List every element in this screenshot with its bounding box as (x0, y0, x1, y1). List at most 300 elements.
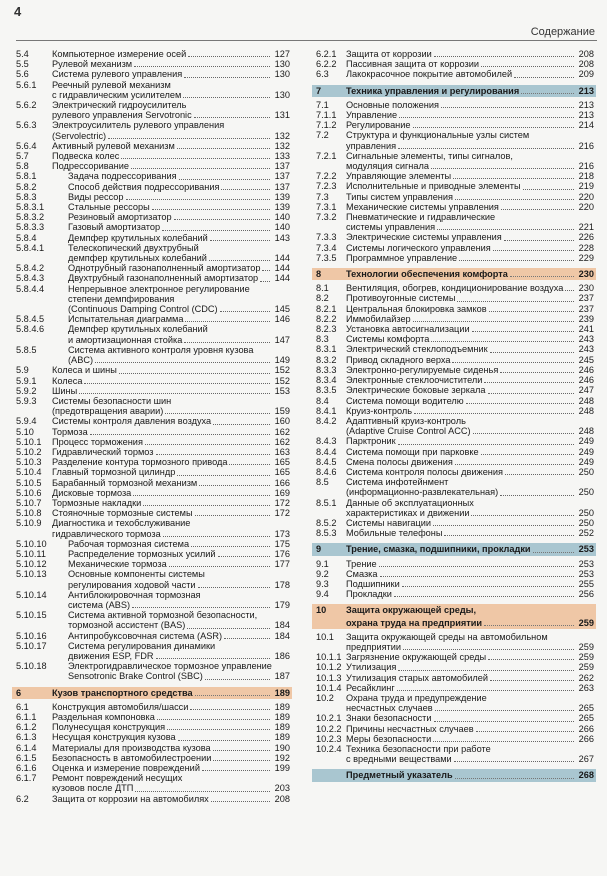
entry-title (346, 477, 576, 487)
page-ref: 184 (274, 630, 290, 641)
toc-entry (312, 652, 596, 662)
entry-title-text: Реечный рулевой механизм (52, 79, 171, 90)
page-ref (272, 569, 292, 579)
page-ref: 246 (578, 364, 594, 375)
entry-title-text: Защита окружающей среды на автомобильном (346, 631, 548, 642)
entry-title (68, 620, 272, 630)
toc-section-heading (12, 687, 292, 699)
dot-leader (119, 373, 270, 374)
toc-entry (312, 202, 596, 212)
entry-number: 7.3.4 (316, 242, 337, 253)
dot-leader (500, 372, 574, 373)
entry-title (346, 447, 576, 457)
toc-entry (12, 447, 292, 457)
toc-entry (12, 120, 292, 130)
dot-leader (434, 721, 574, 722)
page-ref: 230 (578, 283, 594, 294)
entry-title-text: Ремонт повреждений несущих (52, 773, 183, 784)
entry-title (346, 69, 576, 79)
page-ref (272, 243, 292, 253)
page-ref (576, 744, 596, 754)
entry-number: 8.5.2 (316, 517, 337, 528)
toc-entry (12, 416, 292, 426)
page-ref: 256 (578, 589, 594, 600)
header-divider (16, 40, 597, 41)
dot-leader (399, 117, 574, 118)
entry-title (68, 182, 272, 192)
entry-title-text: регулирования ходовой части (68, 579, 196, 590)
entry-title (346, 151, 576, 161)
entry-title (52, 794, 272, 804)
toc-entry (12, 406, 292, 416)
page-ref: 267 (578, 754, 594, 765)
toc-entry (12, 192, 292, 202)
entry-title (68, 549, 272, 559)
entry-title-text: с вредными веществами (346, 754, 452, 765)
entry-title-text: Предметный указатель (346, 770, 453, 781)
entry-title-text: Sensotronic Brake Control (SBC) (68, 671, 203, 682)
page-ref: 259 (578, 652, 594, 663)
entry-title-text: Антипробуксовочная система (ASR) (68, 630, 223, 641)
toc-entry (12, 202, 292, 212)
entry-number (12, 671, 68, 681)
entry-title (68, 284, 272, 294)
entry-title-text: Шины (52, 385, 78, 396)
toc-entry (312, 559, 596, 569)
entry-number (12, 294, 68, 304)
entry-title (52, 712, 272, 722)
dot-leader (441, 107, 574, 108)
toc-entry (312, 744, 596, 754)
entry-number (12, 253, 68, 263)
page-ref (272, 661, 292, 671)
entry-number: 6 (16, 687, 22, 698)
toc-entry (12, 457, 292, 467)
page-ref: 130 (274, 59, 290, 70)
toc-entry (12, 794, 292, 804)
entry-title (68, 294, 272, 304)
toc-entry (12, 600, 292, 610)
entry-title-text: Типы систем управления (346, 191, 453, 202)
entry-title (52, 406, 272, 416)
entry-title (346, 365, 576, 375)
entry-number: 8.4.6 (316, 466, 337, 477)
dot-leader (188, 56, 270, 57)
page-ref: 165 (274, 457, 290, 468)
toc-entry (312, 171, 596, 181)
dot-leader (398, 444, 574, 445)
page-ref: 152 (274, 365, 290, 376)
toc-right-column (312, 49, 596, 785)
entry-title (68, 273, 272, 283)
entry-number: 5.10.5 (16, 477, 42, 488)
toc-entry (12, 335, 292, 345)
entry-number (312, 487, 346, 497)
toc-entry (12, 722, 292, 732)
entry-title-text: Активный рулевой механизм (52, 140, 175, 151)
dot-leader (398, 148, 574, 149)
dot-leader (433, 525, 574, 526)
entry-number: 5.10.2 (16, 446, 42, 457)
dot-leader (95, 362, 270, 363)
entry-number: 5.10.10 (16, 538, 47, 549)
page-ref: 219 (578, 181, 594, 192)
page-ref (576, 693, 596, 703)
toc-entry (312, 579, 596, 589)
page-ref: 163 (274, 446, 290, 457)
page-ref: 249 (578, 436, 594, 447)
dot-leader (380, 576, 574, 577)
page-ref: 239 (578, 313, 594, 324)
entry-title (346, 406, 576, 416)
entry-title-text: Исполнительные и приводные элементы (346, 181, 521, 192)
toc-entry (312, 293, 596, 303)
entry-title (68, 559, 272, 569)
entry-number: 5.10.14 (16, 589, 47, 600)
entry-title (52, 498, 272, 508)
page-ref: 192 (274, 752, 290, 763)
page-ref: 213 (578, 85, 594, 96)
entry-number (12, 90, 52, 100)
entry-title (346, 385, 576, 395)
dot-leader (453, 178, 574, 179)
entry-title (52, 702, 272, 712)
entry-number (312, 161, 346, 171)
entry-number: 10.1.3 (316, 672, 342, 683)
dot-leader (205, 679, 270, 680)
dot-leader (177, 148, 270, 149)
page-ref: 130 (274, 69, 290, 80)
entry-title-text: Рулевой механизм (52, 59, 133, 70)
dot-leader (394, 596, 574, 597)
entry-number (312, 141, 346, 151)
dot-leader (490, 680, 574, 681)
entry-title-text: Раздельная компоновка (52, 712, 155, 722)
entry-title (346, 161, 576, 171)
dot-leader (195, 695, 270, 696)
entry-title (346, 770, 576, 780)
entry-title-text: гидравлического тормоза (52, 528, 161, 539)
entry-number (12, 620, 68, 630)
entry-title-text: Смена полосы движения (346, 456, 453, 467)
entry-number: 8.3.3 (316, 364, 337, 375)
entry-title (346, 324, 576, 334)
dot-leader (213, 760, 270, 761)
entry-number (312, 754, 346, 764)
entry-title-text: Пневматические и гидравлические (346, 212, 496, 223)
page-ref: 139 (274, 202, 290, 213)
entry-number: 5.6.3 (16, 120, 37, 131)
entry-title (68, 202, 272, 212)
entry-number: 5.8.4 (16, 232, 37, 243)
dot-leader (431, 341, 574, 342)
toc-left-column (12, 49, 292, 804)
entry-title (68, 539, 272, 549)
entry-title-text: Утилизация старых автомобилей (346, 672, 489, 683)
dot-leader (202, 770, 270, 771)
entry-title-text: Знаки безопасности (346, 713, 432, 724)
entry-title (68, 222, 272, 232)
page-ref (576, 632, 596, 642)
entry-title (346, 130, 576, 140)
toc-entry (312, 487, 596, 497)
entry-title-text: Прокладки (346, 589, 392, 600)
dot-leader (504, 240, 574, 241)
dot-leader (501, 209, 574, 210)
dot-leader (133, 495, 270, 496)
entry-number: 5.10.15 (16, 610, 47, 621)
toc-entry (312, 734, 596, 744)
toc-entry (12, 732, 292, 742)
entry-title (346, 222, 576, 232)
dot-leader (455, 464, 574, 465)
toc-entry (312, 151, 596, 161)
entry-title (346, 314, 576, 324)
page-ref: 137 (274, 171, 290, 182)
dot-leader (213, 424, 270, 425)
entry-title-text: Задача подрессоривания (68, 171, 177, 182)
dot-leader (565, 290, 574, 291)
entry-title (52, 437, 272, 447)
entry-title-text: Электрические системы управления (346, 232, 502, 243)
page-ref (272, 294, 292, 304)
page-ref: 189 (274, 732, 290, 743)
entry-number: 5.8.4.4 (16, 283, 45, 294)
entry-title-text: Системы навигации (346, 517, 432, 528)
entry-title-text: рулевого управления Servotronic (52, 110, 192, 121)
entry-number: 5.8.4.5 (16, 314, 45, 325)
toc-entry (12, 171, 292, 181)
entry-title (346, 693, 576, 703)
page-ref: 162 (274, 426, 290, 437)
page-ref: 203 (274, 783, 290, 794)
dot-leader (152, 209, 270, 210)
toc-entry (12, 569, 292, 579)
entry-title (68, 610, 272, 620)
page-ref (272, 80, 292, 90)
toc-entry (312, 396, 596, 406)
entry-title-text: Система активной тормозной безопасности, (68, 610, 258, 621)
entry-title (346, 754, 576, 764)
entry-title (346, 171, 576, 181)
page-ref (272, 396, 292, 406)
entry-title-text: Системы контроля давления воздуха (52, 416, 212, 427)
entry-number: 5.9.3 (16, 395, 37, 406)
dot-leader (156, 454, 270, 455)
page-ref (272, 100, 292, 110)
toc-entry (12, 141, 292, 151)
entry-title (346, 375, 576, 385)
entry-title (68, 243, 272, 253)
entry-title-text: Газовый амортизатор (68, 222, 161, 233)
entry-title-text: Системы безопасности шин (52, 395, 172, 406)
dot-leader (500, 495, 574, 496)
entry-title-text: Регулирование (346, 120, 411, 131)
entry-number (12, 355, 68, 365)
page-ref: 143 (274, 232, 290, 243)
toc-entry (312, 375, 596, 385)
toc-entry (12, 386, 292, 396)
entry-title (68, 671, 272, 681)
toc-entry (12, 100, 292, 110)
entry-title-text: Электрические боковые зеркала (346, 385, 486, 396)
entry-number: 8.1 (316, 283, 329, 294)
entry-number: 5.9.2 (16, 385, 37, 396)
page-ref: 178 (274, 579, 290, 590)
toc-entry (312, 69, 596, 79)
entry-title-text: Полунесущая конструкция (52, 722, 166, 733)
toc-entry (12, 90, 292, 100)
page-ref: 169 (274, 487, 290, 498)
entry-title-text: Электрогидравлическое тормозное управление (68, 661, 272, 672)
entry-title-text: Меры безопасности (346, 733, 432, 744)
entry-title-text: Процесс торможения (52, 436, 143, 447)
entry-title-text: Лакокрасочное покрытие автомобилей (346, 69, 513, 80)
page-ref: 268 (578, 770, 594, 781)
entry-title-text: Привод складного верха (346, 354, 451, 365)
page-ref: 250 (578, 466, 594, 477)
entry-number: 9.1 (316, 558, 329, 569)
page-ref: 248 (578, 405, 594, 416)
dot-leader (218, 556, 270, 557)
entry-title-text: Структура и функциональные узлы систем (346, 130, 530, 141)
entry-title-text: Система рулевого управления (52, 69, 183, 80)
toc-entry (12, 580, 292, 590)
entry-title-text: Круиз-контроль (346, 405, 413, 416)
page-ref: 250 (578, 487, 594, 498)
entry-title-text: Стояночные тормозные системы (52, 508, 193, 519)
page-ref: 255 (578, 578, 594, 589)
entry-title-text: Компьютерное измерение осей (52, 49, 187, 59)
entry-title-text: Кузов транспортного средства (52, 687, 193, 698)
entry-number: 6.1.1 (16, 712, 37, 722)
page-ref: 213 (578, 110, 594, 121)
dot-leader (156, 658, 270, 659)
toc-entry (312, 632, 596, 642)
entry-number: 8.3.2 (316, 354, 337, 365)
page-ref: 266 (578, 733, 594, 744)
page-ref: 160 (274, 416, 290, 427)
dot-leader (521, 93, 574, 94)
entry-number (12, 131, 52, 141)
entry-title-text: Система регулирования динамики (68, 640, 216, 651)
toc-entry (12, 294, 292, 304)
dot-leader (472, 331, 574, 332)
entry-title-text: Тормозные накладки (52, 497, 142, 508)
entry-number: 7.3.1 (316, 201, 337, 212)
toc-entry (312, 130, 596, 140)
page-ref: 175 (274, 538, 290, 549)
entry-number: 5.8.3 (16, 191, 37, 202)
entry-number: 5.10.7 (16, 497, 42, 508)
entry-title (68, 600, 272, 610)
entry-title (52, 488, 272, 498)
entry-title-text: Телескопический двухтрубный (68, 242, 199, 253)
toc-entry (312, 283, 596, 293)
entry-title (346, 100, 576, 110)
dot-leader (433, 741, 574, 742)
entry-number: 7.1 (316, 99, 329, 110)
page-ref: 249 (578, 456, 594, 467)
page-ref: 230 (578, 269, 594, 280)
entry-number: 10.2 (316, 692, 334, 703)
page-ref: 263 (578, 682, 594, 693)
toc-entry (312, 334, 596, 344)
entry-title (68, 580, 272, 590)
entry-title (52, 110, 272, 120)
toc-entry (312, 355, 596, 365)
dot-leader (431, 168, 574, 169)
entry-title (346, 642, 576, 652)
entry-number: 8.4.5 (316, 456, 337, 467)
entry-title-text: Основные положения (346, 99, 439, 110)
entry-title (68, 263, 272, 273)
entry-number: 10.2.4 (316, 744, 342, 754)
page-ref: 127 (274, 49, 290, 59)
toc-entry (12, 233, 292, 243)
entry-number (12, 304, 68, 314)
entry-title-text: Система активного контроля уровня кузова (68, 344, 254, 355)
entry-title (346, 673, 576, 683)
dot-leader (229, 464, 270, 465)
entry-number: 5.7 (16, 151, 29, 162)
entry-title (52, 722, 272, 732)
dot-leader (90, 434, 270, 435)
entry-title-text: Диагностика и техобслуживание (52, 518, 191, 529)
page-ref: 145 (274, 304, 290, 315)
page-ref: 259 (578, 617, 594, 628)
entry-title-text: Мобильные телефоны (346, 528, 443, 539)
toc-entry (12, 549, 292, 559)
dot-leader (484, 625, 574, 626)
entry-title-text: движения ESP, FDR (68, 650, 154, 661)
page-ref (272, 610, 292, 620)
entry-number: 5.8.2 (16, 181, 37, 192)
toc-entry (12, 702, 292, 712)
entry-title-text: Электронные стеклоочистители (346, 375, 483, 386)
entry-number: 8.2 (316, 293, 329, 304)
entry-number (312, 618, 346, 628)
entry-number: 7.2 (316, 130, 329, 141)
dot-leader (184, 342, 270, 343)
entry-title-text: Разделение контура тормозного привода (52, 457, 228, 468)
toc-entry (12, 314, 292, 324)
entry-title (52, 386, 272, 396)
entry-number: 7.1.1 (316, 110, 337, 121)
entry-title-text: Электронно-регулируемые сиденья (346, 364, 499, 375)
dot-leader (132, 607, 270, 608)
entry-number: 5.10.11 (16, 548, 46, 559)
page-ref (576, 130, 596, 140)
entry-title-text: Демпфер крутильных колебаний (68, 324, 208, 335)
entry-title (346, 544, 576, 554)
page-ref: 144 (274, 273, 290, 284)
dot-leader (220, 311, 270, 312)
dot-leader (185, 321, 270, 322)
toc-entry (312, 49, 596, 59)
entry-title-text: Антиблокировочная тормозная (68, 589, 201, 600)
page-ref: 166 (274, 477, 290, 488)
page-ref: 186 (274, 650, 290, 661)
toc-entry (312, 416, 596, 426)
dot-leader (437, 229, 574, 230)
toc-entry (12, 671, 292, 681)
entry-title-text: Стальные рессоры (68, 202, 150, 213)
entry-number (312, 508, 346, 518)
entry-title-text: (Adaptive Cruise Control ACC) (346, 426, 471, 437)
entry-title (68, 253, 272, 263)
page-ref: 208 (578, 59, 594, 70)
